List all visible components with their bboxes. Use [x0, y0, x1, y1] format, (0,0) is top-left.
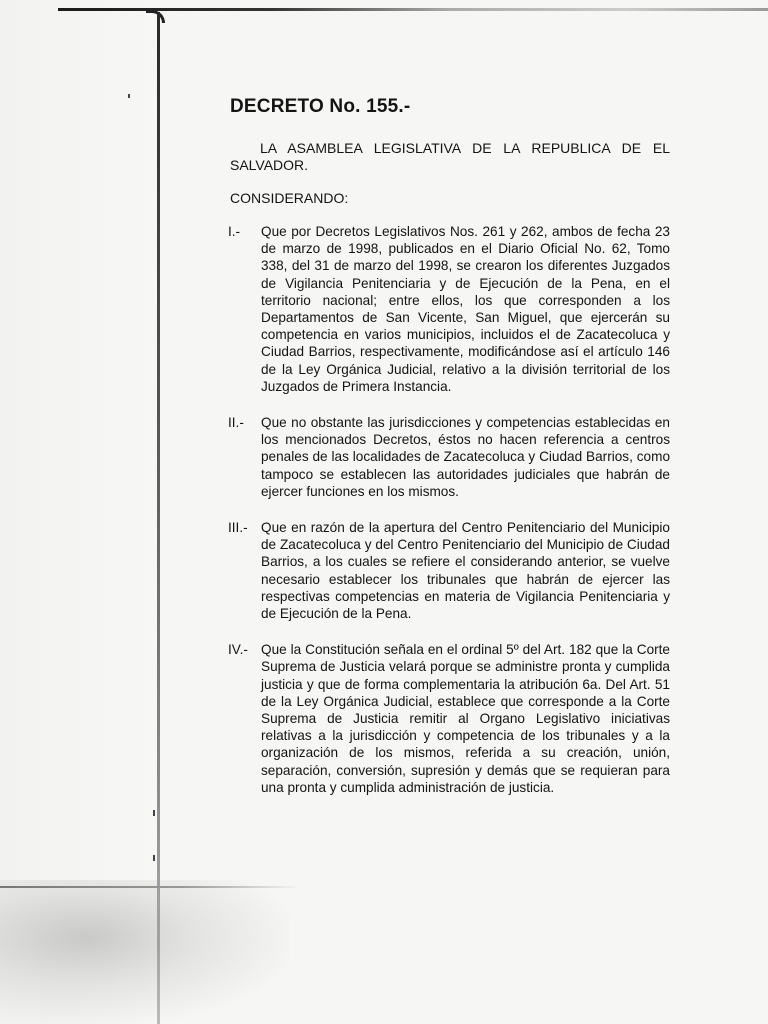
assembly-heading: LA ASAMBLEA LEGISLATIVA DE LA REPUBLICA DE EL SALVADOR. — [230, 140, 670, 173]
item-number: I.- — [228, 224, 241, 239]
scan-shadow — [0, 880, 290, 1024]
scan-bottom-edge — [0, 886, 300, 888]
document-page — [228, 96, 670, 815]
considerando-item — [228, 519, 670, 622]
item-text: Que no obstante las jurisdicciones y competencias establecidas en los mencionados Decretos, éstos no hacen referencia a centros penales de las localidades de Zacatecoluca y Ciudad Barrios, como tampoco se establecen las autoridades judiciales que habrán de ejercer funciones en los mismos. — [261, 415, 670, 499]
considerando-item — [228, 414, 670, 500]
considering-heading: CONSIDERANDO: — [230, 190, 349, 206]
item-number: II.- — [228, 415, 244, 431]
item-number: IV.- — [228, 642, 248, 658]
scan-speck — [128, 94, 130, 98]
considerando-item — [228, 223, 670, 395]
considerando-item — [228, 641, 670, 796]
scan-page-curl — [146, 10, 165, 23]
scan-top-edge — [58, 8, 768, 11]
item-text: Que en razón de la apertura del Centro Penitenciario del Municipio de Zacatecoluca y del Centro Penitenciario del Municipio de Ciudad Barrios, a los cuales se refiere el considerando anterior, se vuelve necesario establecer los tribunales que habrán de ejercer las respectivas competencias en materia de Vigilancia Penitenciaria y de Ejecución de la Pena. — [261, 520, 670, 622]
item-text: Que por Decretos Legislativos Nos. 261 y 262, ambos de fecha 23 de marzo de 1998, publicados en el Diario Oficial No. 62, Tomo 338, del 31 de marzo del 1998, se crearon los diferentes Juzgados de Vigilancia Penitenciaria y de Ejecución de la Pena, en el territorio nacional; entre ellos, los que corresponden a los Departamentos de San Vicente, San Miguel, que ejercerán su competencia en varios municipios, incluidos el de Zacatecoluca y Ciudad Barrios, respectivamente, modificándose así el artículo 146 de la Ley Orgánica Judicial, relativo a la división territorial de los Juzgados de Primera Instancia. — [261, 224, 670, 394]
item-number: III.- — [228, 520, 248, 536]
scan-speck — [153, 855, 155, 861]
scan-binding-edge — [157, 12, 160, 1024]
scan-speck — [153, 810, 155, 816]
decree-title: DECRETO No. 155.- — [230, 96, 411, 117]
item-text: Que la Constitución señala en el ordinal 5º del Art. 182 que la Corte Suprema de Justicia velará porque se administre pronta y cumplida justicia y que de forma complementaria la atribución 6a. Del Art. 51 de la Ley Orgánica Judicial, establece que corresponde a la Corte Suprema de Justicia remitir al Organo Legislativo iniciativas relativas a la jurisdicción y competencia de los tribunales y a la organización de los mismos, referida a su creación, unión, separación, conversión, supresión y demás que se requieran para una pronta y cumplida administración de justicia. — [261, 642, 670, 795]
scan-margin — [0, 0, 160, 1024]
